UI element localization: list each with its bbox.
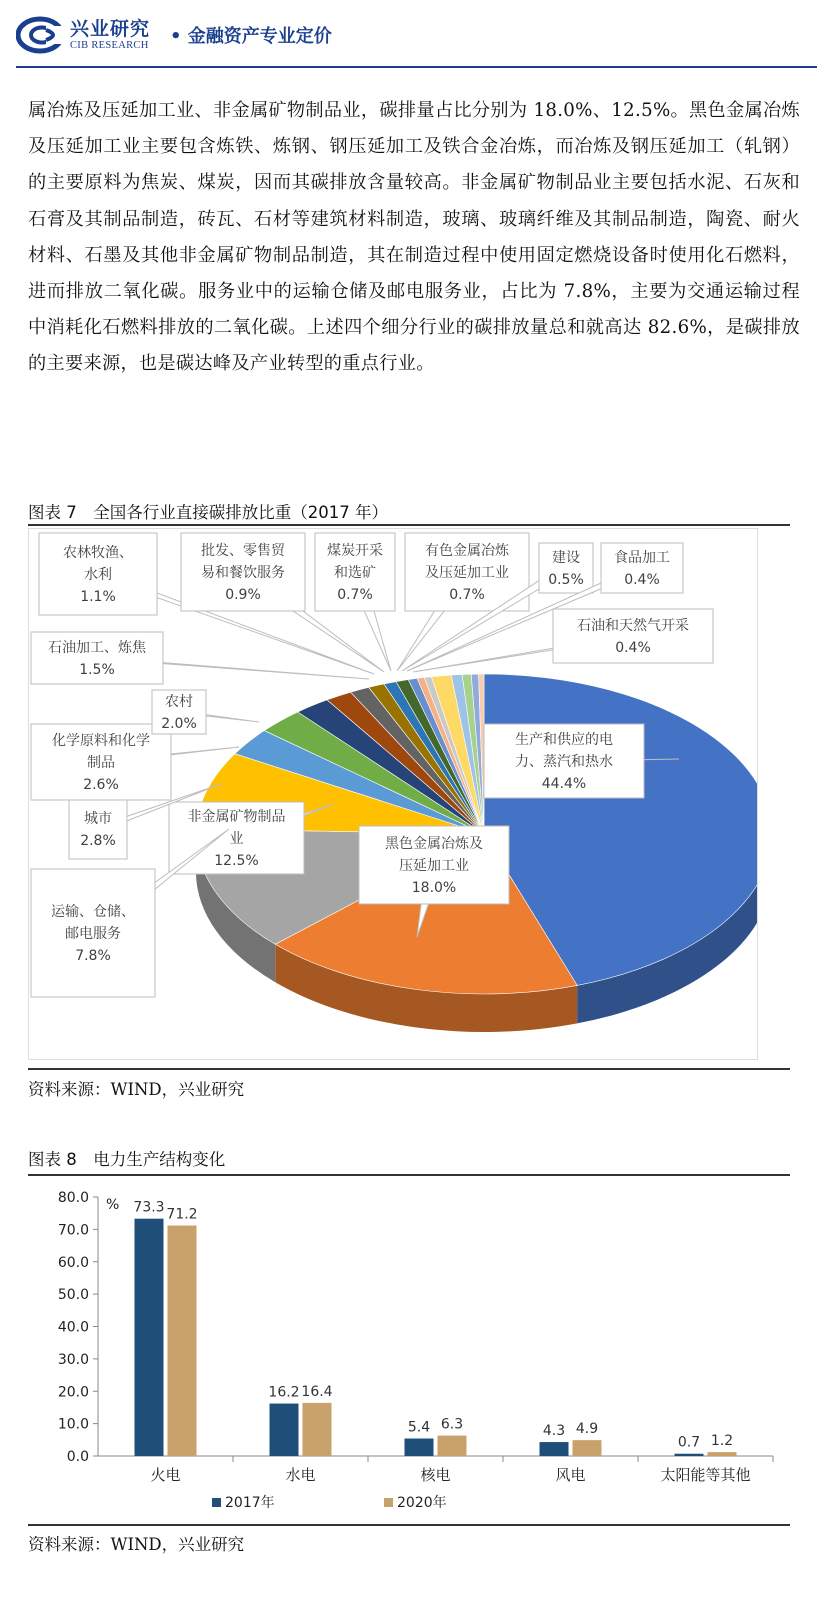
x-category-label: 风电 <box>555 1466 586 1484</box>
bar-2017年-水电 <box>270 1404 299 1456</box>
bar-2017年-风电 <box>540 1442 569 1456</box>
bar-2020年-水电 <box>303 1403 332 1456</box>
pie-callout-label: 邮电服务 <box>65 926 121 942</box>
legend-swatch <box>384 1498 393 1507</box>
pie-callout-value: 12.5% <box>214 853 259 869</box>
bar-value-label: 71.2 <box>166 1206 198 1223</box>
pie-callout-box <box>69 799 127 859</box>
pie-callout-14 <box>413 609 713 672</box>
pie-callout-7 <box>31 632 369 684</box>
pie-callout-label: 批发、零售贸 <box>201 543 285 559</box>
pie-callout-value: 7.8% <box>75 948 111 964</box>
x-category-label: 水电 <box>285 1466 316 1484</box>
pie-callout-value: 0.7% <box>449 587 485 603</box>
pie-callout-label: 和选矿 <box>334 565 376 581</box>
bar-value-label: 6.3 <box>440 1416 464 1433</box>
x-category-label: 火电 <box>150 1466 181 1484</box>
y-tick-label: 30.0 <box>57 1351 89 1368</box>
pie-callout-label: 运输、仓储、 <box>51 904 135 920</box>
y-unit-label: % <box>106 1197 120 1213</box>
pie-callout-label: 建设 <box>552 550 580 566</box>
pie-chart-frame <box>28 528 758 1060</box>
pie-callout-label: 石油和天然气开采 <box>577 618 689 634</box>
bar-value-label: 4.3 <box>542 1423 566 1440</box>
y-tick-label: 0.0 <box>66 1449 89 1465</box>
pie-callout-label: 黑色金属冶炼及 <box>385 836 483 852</box>
bar-2017年-核电 <box>405 1439 434 1456</box>
y-tick-label: 50.0 <box>57 1287 89 1304</box>
bar-2020年-核电 <box>438 1436 467 1456</box>
legend-swatch <box>212 1498 221 1507</box>
figure7-top-rule <box>28 524 790 526</box>
pie-callout-label: 生产和供应的电 <box>515 732 613 748</box>
x-category-label: 核电 <box>420 1466 451 1484</box>
pie-callout-value: 0.5% <box>548 572 584 588</box>
pie-callout-label: 食品加工 <box>614 550 670 566</box>
bar-value-label: 16.4 <box>301 1383 333 1400</box>
pie-callout-value: 2.0% <box>161 716 197 732</box>
pie-callout-label: 压延加工业 <box>399 858 469 874</box>
pie-callout-label: 力、蒸汽和热水 <box>515 754 613 770</box>
brand-name-cn: 兴业研究 <box>70 18 151 40</box>
pie-callout-label: 农村 <box>165 694 193 710</box>
y-tick-label: 20.0 <box>57 1384 89 1401</box>
bar-value-label: 16.2 <box>268 1384 300 1401</box>
y-tick-label: 40.0 <box>57 1319 89 1336</box>
pie-callout-label: 煤炭开采 <box>327 543 383 559</box>
bar-value-label: 1.2 <box>710 1433 734 1450</box>
bar-2020年-太阳能等其他 <box>708 1452 737 1456</box>
bar-value-label: 5.4 <box>407 1419 431 1436</box>
pie-callout-value: 0.4% <box>624 572 660 588</box>
pie-callout-value: 0.7% <box>337 587 373 603</box>
figure7-source: 资料来源：WIND，兴业研究 <box>28 1080 245 1099</box>
bar-chart <box>28 1182 788 1522</box>
bar-legend <box>212 1494 447 1511</box>
figure8-title: 图表 8 电力生产结构变化 <box>28 1150 226 1169</box>
pie-callout-6 <box>152 690 259 734</box>
cib-logo-icon <box>16 14 66 56</box>
bar-2017年-太阳能等其他 <box>675 1454 704 1456</box>
pie-callout-value: 18.0% <box>411 880 457 896</box>
pie-callout-value: 1.5% <box>79 662 115 678</box>
figure7-title: 图表 7 全国各行业直接碳排放比重（2017 年） <box>28 503 388 522</box>
legend-label: 2017年 <box>225 1495 275 1511</box>
pie-callout-value: 2.8% <box>80 833 116 849</box>
pie-callout-label: 易和餐饮服务 <box>201 565 285 581</box>
y-tick-label: 10.0 <box>57 1416 89 1433</box>
pie-callout-value: 2.6% <box>83 777 119 793</box>
legend-label: 2020年 <box>397 1495 447 1511</box>
brand-name-en: CIB RESEARCH <box>70 40 149 51</box>
figure8-source: 资料来源：WIND，兴业研究 <box>28 1535 245 1554</box>
pie-callout-label: 及压延加工业 <box>425 565 509 581</box>
y-tick-label: 70.0 <box>57 1222 89 1239</box>
bar-2017年-火电 <box>135 1219 164 1456</box>
pie-callout-value: 0.9% <box>225 587 261 603</box>
pie-callout-label: 城市 <box>84 811 112 827</box>
bar-2020年-火电 <box>168 1225 197 1456</box>
bar-value-label: 0.7 <box>677 1434 701 1451</box>
body-paragraph <box>28 93 800 383</box>
page-header <box>0 0 833 70</box>
y-tick-label: 80.0 <box>57 1190 89 1206</box>
pie-callout-label: 非金属矿物制品 <box>187 809 286 825</box>
bar-2020年-风电 <box>573 1440 602 1456</box>
pie-callout-value: 1.1% <box>80 589 116 605</box>
header-divider <box>16 66 817 68</box>
figure8-top-rule <box>28 1174 790 1176</box>
figure8-bottom-rule <box>28 1524 790 1526</box>
bar-value-label: 4.9 <box>575 1421 599 1438</box>
pie-callout-label: 业 <box>229 831 244 847</box>
body-paragraph-text: 属冶炼及压延加工业、非金属矿物制品业，碳排量占比分别为 18.0%、12.5%。黑色金属冶炼及压延加工业主要包含炼铁、炼钢、钢压延加工及铁合金冶炼，而冶炼及钢压延加工（轧钢）的主要原料为焦炭、煤炭，因而其碳排放含量较高。非金属矿物制品业主要包括水泥、石灰和石膏及其制品制造，砖瓦、石材等建筑材料制造，玻璃、玻璃纤维及其制品制造，陶瓷、耐火材料、石墨及其他非金属矿物制品制造，其在制造过程中使用固定燃烧设备时使用化石燃料，进而排放二氧化碳。服务业中的运输仓储及邮电服务业，占比为 7.8%，主要为交通运输过程中消耗化石燃料排放的二氧化碳。上述四个细分行业的碳排放量总和就高达 82.6%，是碳排放的主要来源，也是碳达峰及产业转型的重点行业。 <box>28 100 800 375</box>
y-tick-label: 60.0 <box>57 1254 89 1271</box>
pie-callout-label: 制品 <box>87 755 115 771</box>
pie-chart <box>29 529 757 1059</box>
pie-callout-label: 石油加工、炼焦 <box>48 640 146 656</box>
figure7-bottom-rule <box>28 1068 790 1070</box>
pie-callout-label: 农林牧渔、 <box>63 545 133 561</box>
pie-callout-value: 44.4% <box>541 776 587 792</box>
bar-value-label: 73.3 <box>133 1199 165 1216</box>
x-category-label: 太阳能等其他 <box>660 1466 751 1484</box>
pie-callout-value: 0.4% <box>615 640 651 656</box>
pie-callout-label: 水利 <box>84 567 112 583</box>
pie-callout-label: 化学原料和化学 <box>52 733 150 749</box>
pie-callout-label: 有色金属冶炼 <box>425 543 509 559</box>
header-tagline: • 金融资产专业定价 <box>170 26 332 47</box>
